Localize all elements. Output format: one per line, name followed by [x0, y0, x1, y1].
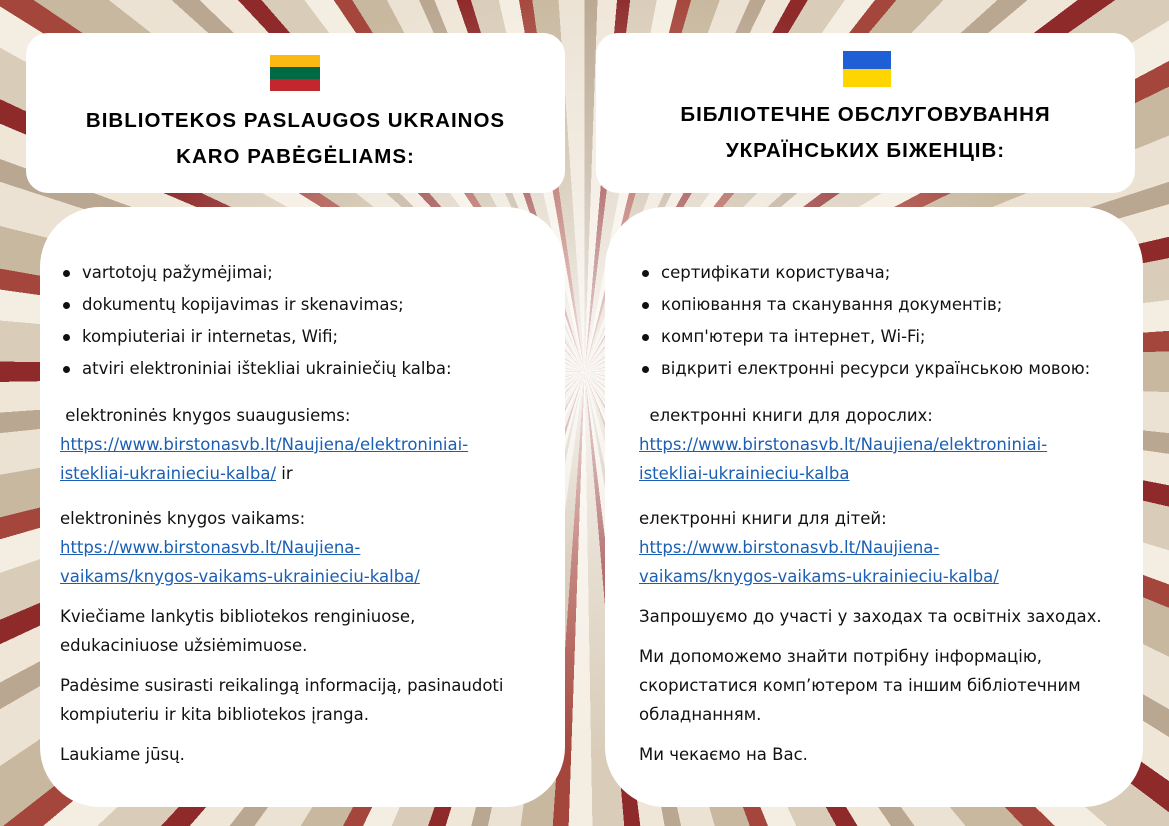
ua-content	[639, 257, 1129, 769]
list-item: dokumentų kopijavimas ir skenavimas;	[82, 289, 551, 321]
lt-help-line2: kompiuteriu ir kita bibliotekos įranga.	[60, 705, 370, 724]
ua-ebooks-kids-link[interactable]: https://www.birstonasvb.lt/Naujiena-	[639, 538, 940, 557]
lt-ebooks-adults-link-block	[60, 430, 551, 488]
lt-title	[36, 103, 555, 175]
ua-closing: Ми чекаємо на Вас.	[639, 745, 808, 764]
list-item: копіювання та сканування документів;	[661, 289, 1129, 321]
ua-content-card	[605, 207, 1143, 807]
lt-invite-line1: Kviečiame lankytis bibliotekos renginiuose,	[60, 607, 416, 626]
lt-content-card	[40, 207, 565, 807]
ukraine-flag-icon	[843, 51, 891, 87]
ua-ebooks-kids-link-cont[interactable]: vaikams/knygos-vaikams-ukrainieciu-kalba/	[639, 567, 999, 586]
ua-help	[639, 642, 1129, 729]
lt-content	[60, 257, 551, 769]
ua-ebooks-adults-link[interactable]: https://www.birstonasvb.lt/Naujiena/elektroniniai-	[639, 435, 1048, 454]
lt-ebooks-adults-link[interactable]	[60, 430, 551, 459]
lt-ebooks-adults-label: elektroninės knygos suaugusiems:	[60, 406, 351, 425]
ua-ebooks-kids-label: електронні книги для дітей:	[639, 509, 887, 528]
ua-title	[606, 97, 1125, 169]
lt-title-line1: BIBLIOTEKOS PASLAUGOS UKRAINOS	[85, 109, 506, 132]
ua-header-card	[596, 33, 1135, 193]
list-item: kompiuteriai ir internetas, Wifi;	[82, 321, 551, 353]
lt-help	[60, 671, 551, 729]
list-item: відкриті електронні ресурси українською мовою:	[661, 353, 1129, 385]
lt-title-line2: KARO PABĖGĖLIAMS:	[176, 145, 415, 168]
lt-ebooks-adults-link-part1: https://www.birstonasvb.lt/Naujiena/elektroniniai-	[60, 435, 469, 454]
ua-services-list	[639, 257, 1129, 385]
lt-help-line1: Padėsime susirasti reikalingą informaciją, pasinaudoti	[60, 676, 504, 695]
lt-header-card	[26, 33, 565, 193]
ua-title-line2: УКРАЇНСЬКИХ БІЖЕНЦІВ:	[725, 139, 1006, 162]
list-item: atviri elektroniniai ištekliai ukrainiečių kalba:	[82, 353, 551, 385]
ua-help-line2: скористатися комп’ютером та іншим бібліотечним	[639, 676, 1081, 695]
lt-ebooks-kids-link-block	[60, 533, 551, 591]
lt-ebooks-adults-link-cont[interactable]: istekliai-ukrainieciu-kalba/	[60, 464, 277, 483]
lt-invite-line2: edukaciniuose užsiėmimuose.	[60, 636, 308, 655]
ua-help-line3: обладнанням.	[639, 705, 762, 724]
ua-ebooks-adults-link-block	[639, 430, 1129, 488]
ua-title-line1: БІБЛІОТЕЧНЕ ОБСЛУГОВУВАННЯ	[680, 103, 1051, 126]
lt-ebooks-kids-link-cont[interactable]: vaikams/knygos-vaikams-ukrainieciu-kalba/	[60, 567, 420, 586]
list-item: комп'ютери та інтернет, Wi-Fi;	[661, 321, 1129, 353]
lt-ebooks-adults-suffix: ir	[276, 464, 293, 483]
ua-ebooks-adults-link-cont[interactable]: istekliai-ukrainieciu-kalba	[639, 464, 850, 483]
ua-help-line1: Ми допоможемо знайти потрібну інформацію,	[639, 647, 1042, 666]
ua-ebooks-kids-link-block	[639, 533, 1129, 591]
lithuania-flag-icon	[270, 55, 320, 91]
lt-services-list	[60, 257, 551, 385]
lt-ebooks-kids-label: elektroninės knygos vaikams:	[60, 509, 306, 528]
list-item: сертифікати користувача;	[661, 257, 1129, 289]
lt-invite	[60, 602, 551, 660]
list-item: vartotojų pažymėjimai;	[82, 257, 551, 289]
lt-ebooks-kids-link[interactable]: https://www.birstonasvb.lt/Naujiena-	[60, 538, 361, 557]
ua-ebooks-adults-label: електронні книги для дорослих:	[639, 406, 933, 425]
lt-closing: Laukiame jūsų.	[60, 745, 185, 764]
ua-invite: Запрошуємо до участі у заходах та освітніх заходах.	[639, 607, 1102, 626]
